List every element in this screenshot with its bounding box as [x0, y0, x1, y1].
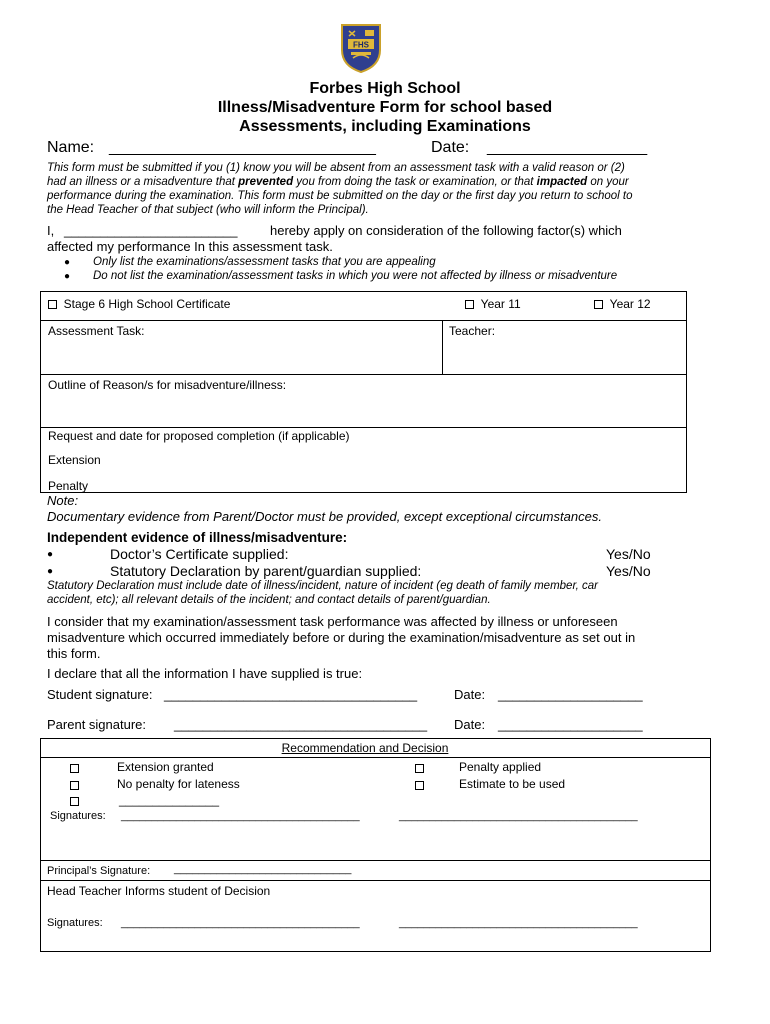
year11-checkbox[interactable] [465, 300, 474, 309]
instructions-line3: performance during the examination. This form must be submitted on the day or the first day you return to school to [47, 190, 633, 202]
divider [40, 860, 710, 861]
bullet-icon: ● [64, 271, 71, 282]
parent-date-label: Date: [454, 717, 486, 732]
assessment-task-label: Assessment Task: [48, 324, 145, 338]
crest-lettering: FHS [353, 40, 369, 50]
bullet-not-affected: Do not list the examination/assessment tasks in which you were not affected by illness or misadventure [93, 270, 618, 282]
outline-reasons-label: Outline of Reason/s for misadventure/illness: [48, 378, 287, 392]
bullet-appealing: Only list the examinations/assessment tasks that you are appealing [93, 256, 436, 268]
stat-declaration-item: Statutory Declaration by parent/guardian supplied: [110, 563, 422, 579]
note-label: Note: [47, 493, 79, 508]
parent-date-field[interactable]: ____________________ [498, 717, 643, 732]
no-penalty-label: No penalty for lateness [117, 777, 240, 791]
year11-option[interactable] [465, 297, 521, 311]
teacher-label: Teacher: [449, 324, 496, 338]
stat-declaration-note-line2: accident, etc); all relevant details of the incident; and contact details of parent/guardian. [47, 594, 491, 606]
note-text: Documentary evidence from Parent/Doctor must be provided, except exceptional circumstances. [47, 509, 602, 524]
parent-signature-field[interactable]: ___________________________________ [174, 717, 428, 732]
form-title-line3: Assessments, including Examinations [239, 118, 531, 135]
school-name: Forbes High School [309, 80, 461, 97]
divider [40, 320, 686, 321]
year12-option[interactable] [594, 297, 651, 311]
declare-statement: I declare that all the information I have supplied is true: [47, 666, 363, 681]
consider-statement-line3: this form. [47, 646, 101, 661]
date-label: Date: [431, 139, 470, 156]
instructions-text: on your [587, 176, 629, 188]
year12-checkbox[interactable] [594, 300, 603, 309]
year12-label: Year 12 [609, 297, 651, 311]
instructions-text: you from doing the task or examination, or that [293, 176, 537, 188]
bullet-icon: ● [64, 257, 71, 268]
penalty-label: Penalty [48, 479, 89, 493]
apply-statement: hereby apply on consideration of the following factor(s) which [270, 223, 622, 238]
stat-declaration-note-line1: Statutory Declaration must include date of illness/incident, nature of incident (eg death of family member, car [47, 580, 599, 592]
divider [40, 880, 710, 881]
instructions-text: had an illness or a misadventure that [47, 176, 239, 188]
decision-signature-field-1[interactable]: _______________________________________ [121, 810, 360, 822]
bullet-icon: ● [47, 549, 54, 560]
request-completion-label: Request and date for proposed completion (if applicable) [48, 429, 350, 443]
instructions-line2 [47, 176, 629, 190]
apply-i-label: I, [47, 223, 55, 238]
final-signature-field-2[interactable]: _______________________________________ [399, 917, 638, 929]
instructions-line1: This form must be submitted if you (1) know you will be absent from an assessment task with a valid reason or (2) [47, 162, 625, 174]
name-label: Name: [47, 139, 95, 156]
estimate-checkbox[interactable] [415, 781, 424, 790]
applicant-name-field[interactable]: ________________________ [64, 223, 238, 238]
divider [40, 427, 686, 428]
other-option-field[interactable]: _______________ [119, 793, 220, 807]
bullet-icon: ● [47, 566, 54, 577]
doctor-certificate-item: Doctor’s Certificate supplied: [110, 546, 289, 562]
divider [40, 374, 686, 375]
emphasis-prevented: prevented [238, 176, 294, 188]
evidence-heading: Independent evidence of illness/misadventure: [47, 530, 348, 545]
divider [40, 757, 710, 758]
consider-statement-line2: misadventure which occurred immediately before or during the examination/misadventure as set out in [47, 630, 636, 645]
details-table [40, 291, 687, 493]
name-field[interactable]: ______________________________ [109, 139, 376, 156]
extension-granted-checkbox[interactable] [70, 764, 79, 773]
final-signatures-label: Signatures: [47, 917, 103, 929]
penalty-applied-label: Penalty applied [459, 760, 542, 774]
no-penalty-checkbox[interactable] [70, 781, 79, 790]
extension-granted-label: Extension granted [117, 760, 214, 774]
estimate-label: Estimate to be used [459, 777, 566, 791]
other-option-checkbox[interactable] [70, 797, 79, 806]
extension-label: Extension [48, 453, 101, 467]
final-signature-field-1[interactable]: _______________________________________ [121, 917, 360, 929]
stage6-label: Stage 6 High School Certificate [63, 297, 231, 311]
decision-signatures-label: Signatures: [50, 810, 106, 822]
doctor-certificate-yes-no[interactable]: Yes/No [606, 546, 651, 562]
emphasis-impacted: impacted [536, 176, 588, 188]
apply-statement-line2: affected my performance In this assessment task. [47, 239, 333, 254]
student-date-label: Date: [454, 687, 486, 702]
date-field[interactable]: __________________ [487, 139, 648, 156]
school-crest-logo [339, 22, 383, 74]
penalty-applied-checkbox[interactable] [415, 764, 424, 773]
decision-signature-field-2[interactable]: _______________________________________ [399, 810, 638, 822]
parent-signature-label: Parent signature: [47, 717, 147, 732]
form-title-line2: Illness/Misadventure Form for school based [217, 99, 553, 116]
decision-heading: Recommendation and Decision [281, 741, 449, 755]
year11-label: Year 11 [480, 297, 521, 311]
divider [442, 320, 443, 374]
head-teacher-informs-label: Head Teacher Informs student of Decision [47, 884, 271, 898]
stage6-checkbox[interactable] [48, 300, 57, 309]
stage6-option[interactable] [48, 297, 230, 311]
student-signature-field[interactable]: ___________________________________ [164, 687, 418, 702]
instructions-line4: the Head Teacher of that subject (who will inform the Principal). [47, 204, 369, 216]
stat-declaration-yes-no[interactable]: Yes/No [606, 563, 651, 579]
student-date-field[interactable]: ____________________ [498, 687, 643, 702]
consider-statement-line1: I consider that my examination/assessment task performance was affected by illness or unforeseen [47, 614, 618, 629]
principal-signature-label: Principal’s Signature: [47, 865, 151, 877]
student-signature-label: Student signature: [47, 687, 153, 702]
principal-signature-field[interactable]: _____________________________ [174, 863, 352, 875]
